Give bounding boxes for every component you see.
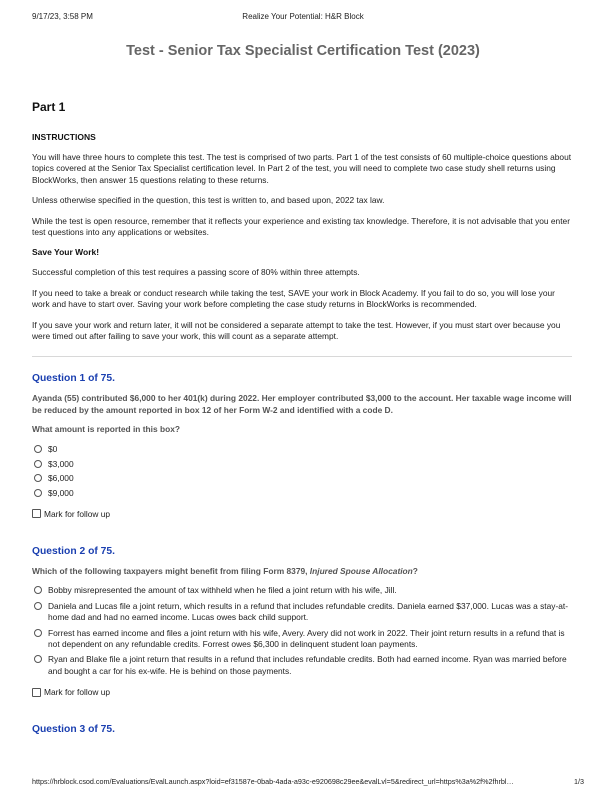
instructions-heading: INSTRUCTIONS [32, 132, 96, 142]
question-2 [32, 546, 572, 697]
answer-option-label: $0 [48, 444, 58, 455]
answer-option-label: Bobby misrepresented the amount of tax withheld when he filed a joint return with his wife, Jill. [48, 585, 397, 596]
form-name: Injured Spouse Allocation [309, 565, 413, 576]
print-date: 9/17/23, 3:58 PM [32, 12, 93, 21]
answer-option[interactable] [32, 585, 572, 596]
page-title: Test - Senior Tax Specialist Certification Test (2023) [126, 43, 480, 59]
save-paragraph: Successful completion of this test requires a passing score of 80% within three attempts. [32, 267, 360, 278]
answer-option[interactable] [32, 444, 572, 455]
question-text-start: Which of the following taxpayers might benefit from filing Form 8379, [32, 565, 310, 576]
question-title: Question 2 of 75. [32, 545, 115, 557]
answer-option-label: $3,000 [48, 458, 74, 469]
question-title: Question 3 of 75. [32, 724, 115, 736]
answer-options [32, 585, 572, 677]
answer-option[interactable] [32, 473, 572, 484]
test-content [32, 100, 572, 744]
instructions-paragraph: Unless otherwise specified in the question, this test is written to, and based upon, 2022 tax law. [32, 195, 385, 206]
instructions-paragraph: While the test is open resource, remember that it reflects your experience and existing tax knowledge. Therefore, it is not advisable that you enter test questions into any applications or websites. [32, 215, 570, 238]
question-title: Question 1 of 75. [32, 373, 115, 385]
follow-up-checkbox[interactable] [32, 509, 41, 518]
radio-button[interactable] [34, 445, 42, 453]
question-3 [32, 724, 572, 735]
answer-option[interactable] [32, 654, 572, 677]
answer-options [32, 444, 572, 499]
radio-button[interactable] [34, 586, 42, 594]
save-paragraph: If you need to take a break or conduct research while taking the test, SAVE your work in Block Academy. If you fail to do so, you will lose your work and have to start over. Saving your work before completing the case study returns in BlockWorks is recommended. [32, 287, 555, 310]
answer-option[interactable] [32, 488, 572, 499]
follow-up-checkbox[interactable] [32, 688, 41, 697]
answer-option-label: $9,000 [48, 487, 74, 498]
save-paragraph: If you save your work and return later, it will not be considered a separate attempt to take the test. However, if you must start over because you were timed out after failing to save your work, this will count as a separate attempt. [32, 319, 561, 342]
question-prompt: What amount is reported in this box? [32, 424, 180, 435]
answer-option-label: Ryan and Blake file a joint return that results in a refund that includes refundable credits. Both had earned income. Ryan was married before and bought a car for his ex-wife. He is behind on those payments. [48, 654, 567, 676]
mark-follow-up[interactable] [32, 687, 572, 697]
instructions-paragraph: You will have three hours to complete this test. The test is comprised of two parts. Part 1 of the test consists of 60 multiple-choice questions about topics covered at the Senior Tax Specialist certification level. In Part 2 of the test, you will need to complete two case study shell returns using BlockWorks, then answer 15 questions relating to these returns. [32, 152, 572, 185]
save-work-heading: Save Your Work! [32, 247, 100, 258]
mark-follow-up[interactable] [32, 509, 572, 519]
question-text [32, 566, 572, 577]
answer-option[interactable] [32, 459, 572, 470]
radio-button[interactable] [34, 460, 42, 468]
radio-button[interactable] [34, 629, 42, 637]
follow-up-label: Mark for follow up [44, 687, 111, 698]
answer-option-label: $6,000 [48, 473, 74, 484]
question-1 [32, 373, 572, 518]
radio-button[interactable] [34, 655, 42, 663]
answer-option[interactable] [32, 601, 572, 624]
page-url: https://hrblock.csod.com/Evaluations/EvalLaunch.aspx?loid=ef31587e-0bab-4ada-a93c-e920698c29ee&evalLvl=5&redirect_url=https%3a%2f%2fhrbl… [32, 777, 514, 786]
follow-up-label: Mark for follow up [44, 508, 111, 519]
section-divider [32, 356, 572, 357]
radio-button[interactable] [34, 602, 42, 610]
answer-option-label: Daniela and Lucas file a joint return, which results in a refund that includes refundable credits. Daniela earned $37,000. Lucas was a stay-at-home dad and had no earned income. Lucas owes back child support. [48, 600, 569, 623]
question-text: Ayanda (55) contributed $6,000 to her 401(k) during 2022. Her employer contributed $3,000 to the account. Her taxable wage income will be reduced by the amount reported in box 12 of her Form W-2 and identified with a code D. [32, 393, 572, 415]
part-heading: Part 1 [32, 100, 66, 114]
page-number: 1/3 [574, 777, 584, 786]
radio-button[interactable] [34, 474, 42, 482]
radio-button[interactable] [34, 489, 42, 497]
question-text-end: ? [412, 565, 418, 576]
answer-option-label: Forrest has earned income and files a joint return with his wife, Avery. Avery did not work in 2022. Their joint return results in a refund that is not dependent on any refundable credits. Forrest owes $6,300 in delinquent student loan payments. [48, 627, 565, 649]
answer-option[interactable] [32, 628, 572, 651]
print-page-title: Realize Your Potential: H&R Block [242, 12, 364, 21]
